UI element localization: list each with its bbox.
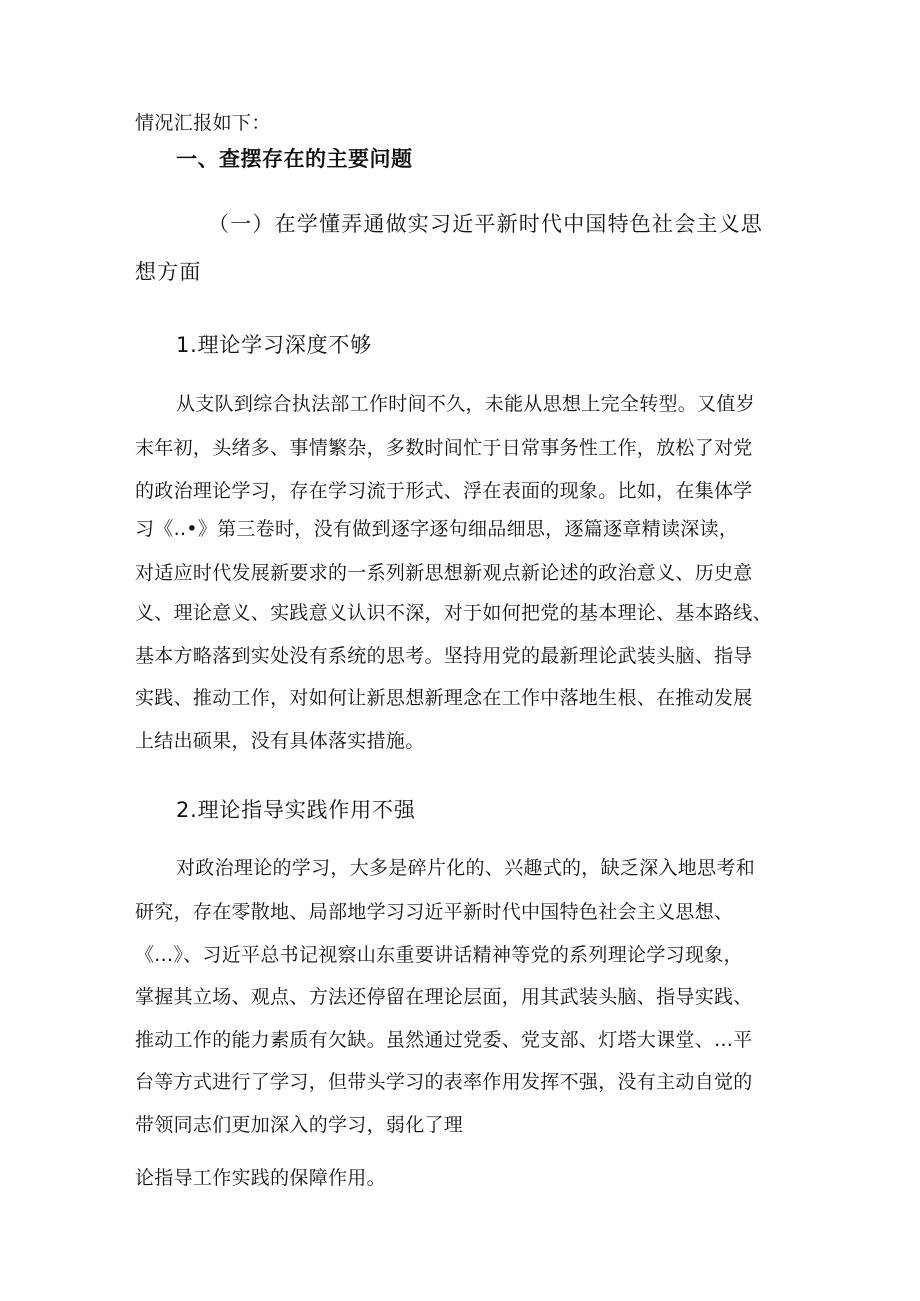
- item2-line-4: 掌握其立场、观点、方法还停留在理论层面，用其武装头脑、指导实践、: [135, 986, 753, 1008]
- item1-line-2: 末年初，头绪多、事情繁杂，多数时间忙于日常事务性工作，放松了对党: [135, 437, 753, 459]
- item1-line-1: 从支队到综合执法部工作时间不久，未能从思想上完全转型。又值岁: [176, 393, 756, 415]
- item2-line-2: 研究，存在零散地、局部地学习习近平新时代中国特色社会主义思想、: [135, 901, 734, 923]
- item2-line-5: 推动工作的能力素质有欠缺。虽然通过党委、党支部、灯塔大课堂、…平: [135, 1029, 753, 1051]
- item1-line-3: 的政治理论学习，存在学习流于形式、浮在表面的现象。比如，在集体学: [135, 480, 753, 502]
- section-title: 一、查摆存在的主要问题: [176, 147, 413, 171]
- item1-line-4: 习《..•》第三卷时，没有做到逐字逐句细品细思，逐篇逐章精读深读，: [135, 518, 739, 540]
- subsection-title-line-2: 想方面: [135, 260, 202, 284]
- item1-line-5: 对适应时代发展新要求的一系列新思想新观点新论述的政治意义、历史意: [135, 562, 753, 584]
- item1-line-7: 基本方略落到实处没有系统的思考。坚持用党的最新理论武装头脑、指导: [135, 645, 753, 667]
- item1-line-6: 义、理论意义、实践意义认识不深，对于如何把党的基本理论、基本路线、: [135, 602, 772, 624]
- item2-line-3: 《...》、习近平总书记视察山东重要讲话精神等党的系列理论学习现象，: [135, 944, 743, 966]
- subsection-title-line-1: （一）在学懂弄通做实习近平新时代中国特色社会主义思: [208, 212, 763, 236]
- item2-line-7: 带领同志们更加深入的学习，弱化了理: [135, 1114, 464, 1136]
- item1-line-9: 上结出硕果，没有具体落实措施。: [135, 730, 425, 752]
- item2-line-1: 对政治理论的学习，大多是碎片化的、兴趣式的，缺乏深入地思考和: [176, 857, 756, 879]
- item2-title: 2.理论指导实践作用不强: [176, 798, 416, 822]
- item2-line-6: 台等方式进行了学习，但带头学习的表率作用发挥不强，没有主动自觉的: [135, 1071, 753, 1093]
- intro-line: 情况汇报如下：: [135, 112, 271, 134]
- item1-line-8: 实践、推动工作，对如何让新思想新理念在工作中落地生根、在推动发展: [135, 687, 753, 709]
- final-line: 论指导工作实践的保障作用。: [135, 1167, 386, 1189]
- item1-title: 1.理论学习深度不够: [176, 333, 373, 357]
